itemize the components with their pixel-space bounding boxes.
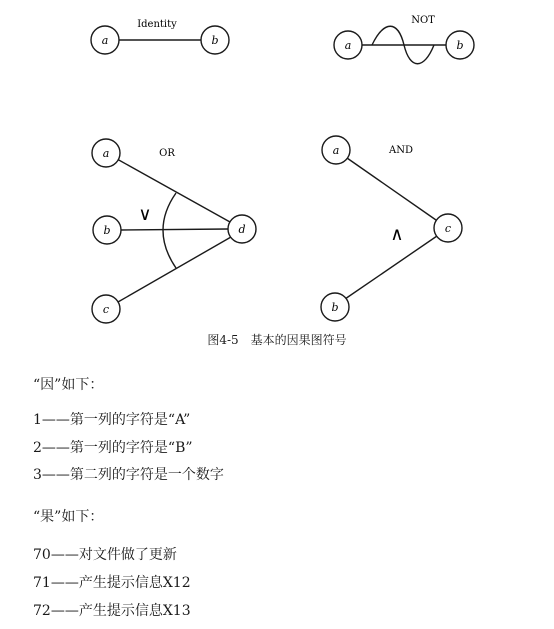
or-node-c-letter: c (102, 303, 110, 316)
and-node-b-letter: b (331, 301, 339, 314)
identity-diagram (91, 26, 229, 54)
or-arc (163, 193, 176, 268)
or-node-d-letter: d (238, 223, 246, 236)
or-link-c (118, 237, 231, 302)
identity-label: Identity (137, 19, 177, 30)
not-node-a-letter: a (344, 39, 352, 52)
or-label: OR (159, 148, 175, 159)
and-label: AND (389, 145, 413, 156)
effects-heading: “果”如下： (33, 509, 104, 525)
cause-item-2: 2——第一列的字符是“B” (33, 440, 193, 456)
figure-caption: 图4-5 基本的因果图符号 (207, 333, 347, 347)
and-link-b (345, 236, 437, 299)
effect-item-70: 70——对文件做了更新 (33, 547, 177, 563)
effect-item-71: 71——产生提示信息X12 (33, 575, 191, 591)
or-link-a (117, 159, 230, 222)
effect-item-72: 72——产生提示信息X13 (33, 603, 191, 619)
or-diagram (92, 139, 256, 323)
not-label: NOT (411, 15, 435, 26)
not-node-b-letter: b (456, 39, 464, 52)
and-node-c-letter: c (444, 222, 452, 235)
identity-node-a-letter: a (101, 34, 109, 47)
and-node-a-letter: a (332, 144, 340, 157)
or-link-b (121, 229, 228, 230)
cause-item-3: 3——第二列的字符是一个数字 (33, 467, 224, 483)
and-link-a (347, 158, 436, 220)
cause-item-1: 1——第一列的字符是“A” (33, 412, 191, 428)
and-operator-symbol: ∧ (390, 224, 404, 245)
or-operator-symbol: ∨ (138, 204, 152, 225)
not-diagram (334, 26, 474, 64)
or-node-b-letter: b (103, 224, 111, 237)
causes-heading: “因”如下： (33, 377, 104, 393)
identity-node-b-letter: b (211, 34, 219, 47)
or-node-a-letter: a (102, 147, 110, 160)
